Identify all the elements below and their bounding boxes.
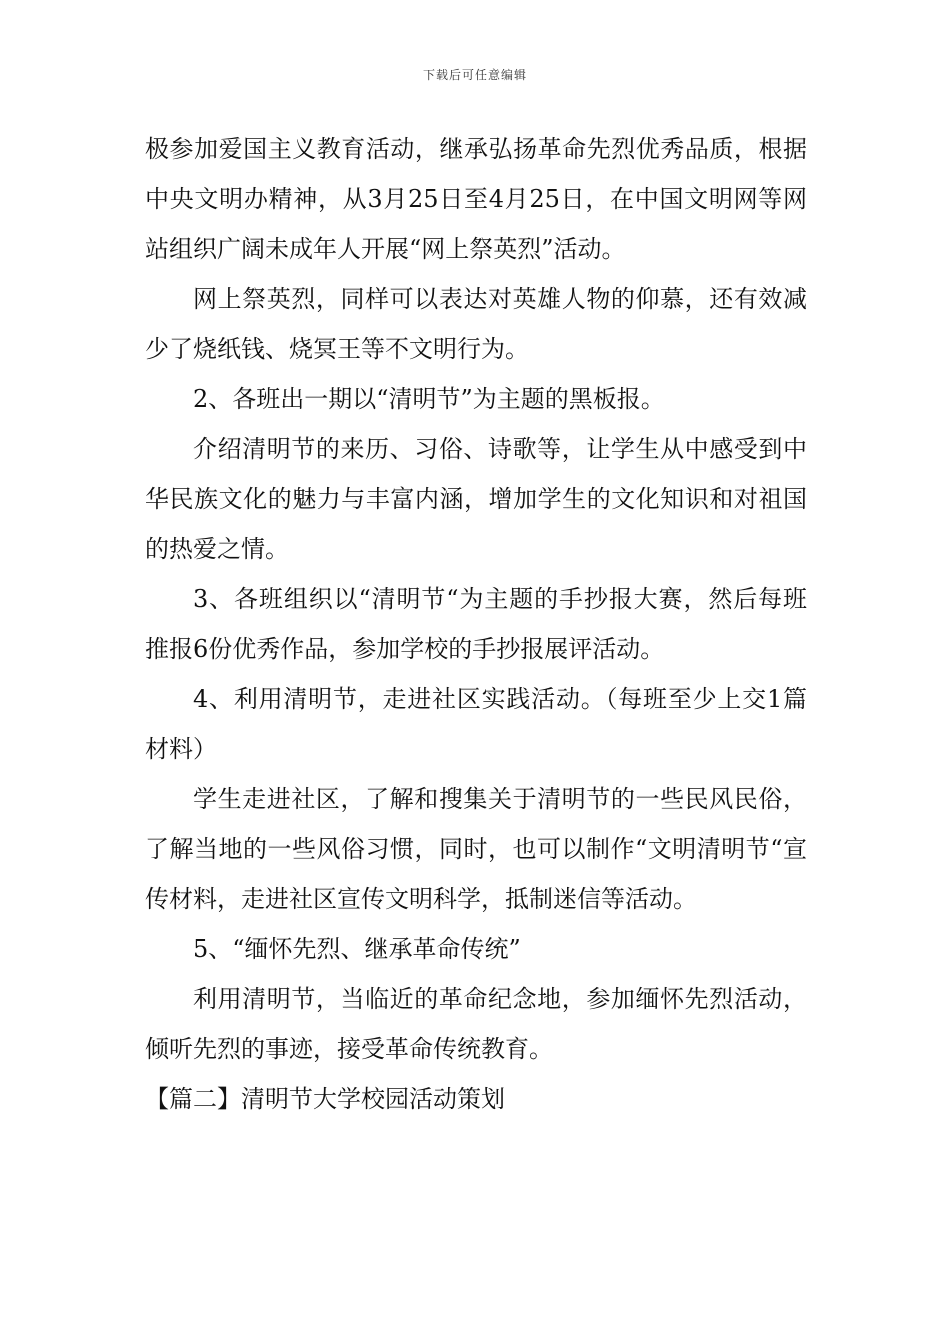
paragraph: 2、各班出一期以“清明节”为主题的黑板报。 (193, 385, 665, 413)
paragraph: 5、“缅怀先烈、继承革命传统” (193, 935, 521, 963)
paragraph: 4、利用清明节，走进社区实践活动。（每班至少上交1篇材料） (145, 685, 807, 763)
section-title: 【篇二】清明节大学校园活动策划 (145, 1085, 505, 1113)
paragraph: 极参加爱国主义教育活动，继承弘扬革命先烈优秀品质，根据中央文明办精神，从3月25日至4月25日，在中国文明网等网站组织广阔未成年人开展“网上祭英烈”活动。 (145, 135, 807, 263)
paragraph: 介绍清明节的来历、习俗、诗歌等，让学生从中感受到中华民族文化的魅力与丰富内涵，增加学生的文化知识和对祖国的热爱之情。 (145, 435, 807, 563)
paragraph: 利用清明节，当临近的革命纪念地，参加缅怀先烈活动，倾听先烈的事迹，接受革命传统教育。 (145, 985, 807, 1063)
paragraph: 3、各班组织以“清明节“为主题的手抄报大赛，然后每班推报6份优秀作品，参加学校的手抄报展评活动。 (145, 585, 807, 663)
paragraph: 学生走进社区，了解和搜集关于清明节的一些民风民俗，了解当地的一些风俗习惯，同时，也可以制作“文明清明节“宣传材料，走进社区宣传文明科学，抵制迷信等活动。 (145, 785, 807, 913)
paragraph: 网上祭英烈，同样可以表达对英雄人物的仰慕，还有效减少了烧纸钱、烧冥王等不文明行为。 (145, 285, 807, 363)
page-header-note: 下载后可任意编辑 (422, 68, 527, 82)
document-body (145, 124, 807, 1124)
